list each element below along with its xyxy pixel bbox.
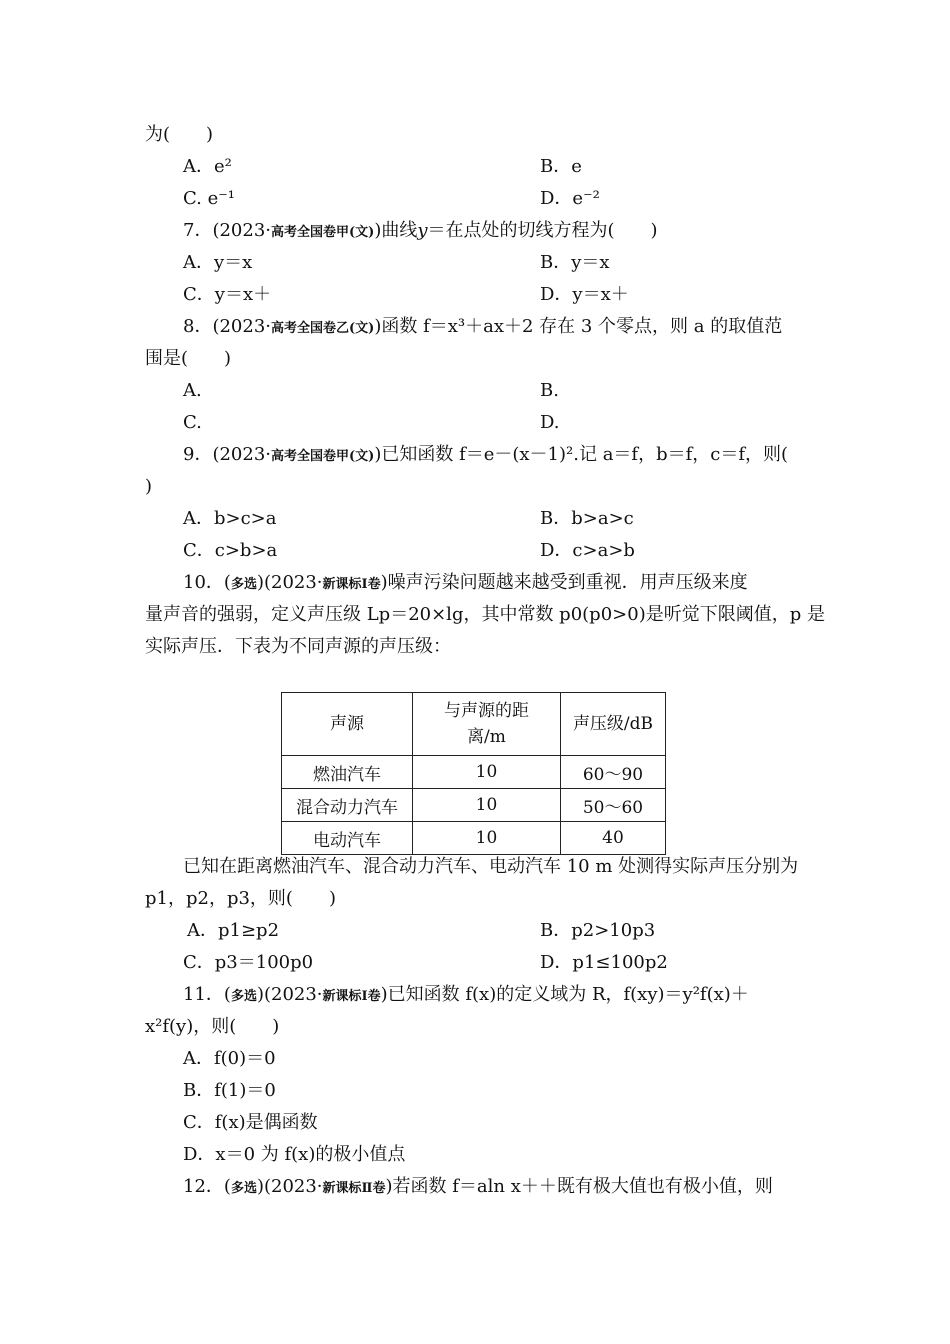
table-cell: 40 [561,822,666,855]
q7-source: 高考全国卷甲(文) [271,225,375,240]
q9-option-c: C．c>b>a [183,540,278,561]
q11-mid: )(2023· [256,984,323,1005]
sound-level-table [281,692,666,855]
q7-text-pre: )曲线 [374,220,418,241]
q11-line2: x²f(y)，则( ) [145,1016,280,1037]
q6-option-a: A．e² [183,156,232,177]
q8-option-b: B. [540,380,559,401]
table-header-cell: 声源 [282,693,413,756]
q9-option-d: D．c>a>b [540,540,635,561]
q10-option-d: D．p1≤100p2 [540,952,668,973]
table-cell: 电动汽车 [282,822,413,855]
table-cell: 燃油汽车 [282,756,413,789]
q11-option-c: C．f(x)是偶函数 [183,1112,318,1133]
q8-stem-cont: 围是( ) [145,348,232,369]
table-cell: 50～60 [561,789,666,822]
table-row [282,822,666,855]
q8-option-d: D. [540,412,560,433]
q10-line1: )噪声污染问题越来越受到重视．用声压级来度 [380,572,748,593]
q11-stem [183,983,749,1009]
q8-option-a: A. [183,380,202,401]
table-row [282,756,666,789]
q10-option-a: A．p1≥p2 [187,920,280,941]
q11-option-d: D．x＝0 为 f(x)的极小值点 [183,1144,406,1165]
table-cell: 10 [413,822,561,855]
q8-source: 高考全国卷乙(文) [271,321,375,336]
q6-option-d: D．e⁻² [540,188,600,209]
q12-line1: )若函数 f＝aln x＋＋既有极大值也有极小值，则 [385,1176,773,1197]
table-cell: 混合动力汽车 [282,789,413,822]
q11-number: 11．( [183,984,231,1005]
q9-stem [183,443,788,469]
q10-source: 新课标Ⅰ卷 [322,577,381,592]
q10-line2: 量声音的强弱，定义声压级 Lp＝20×lg，其中常数 p0(p0>0)是听觉下限阈值，p 是 [145,604,825,625]
q10-tag: 多选 [230,577,257,592]
q11-option-a: A．f(0)＝0 [183,1048,276,1069]
q8-number: 8．(2023· [183,316,272,337]
q10-option-b: B．p2>10p3 [540,920,656,941]
q10-option-c: C．p3＝100p0 [183,952,314,973]
q10-after1: 已知在距离燃油汽车、混合动力汽车、电动汽车 10 m 处测得实际声压分别为 [183,856,799,877]
q12-mid: )(2023· [256,1176,323,1197]
q7-text-post: ＝在点处的切线方程为( ) [427,220,658,241]
table-header-cell: 与声源的距离/m [413,693,561,756]
q9-stem-cont: ) [145,476,153,497]
table-header-row [282,693,666,756]
q6-option-b: B．e [540,156,582,177]
q12-tag: 多选 [230,1181,257,1196]
q9-text: )已知函数 f＝e－(x－1)².记 a＝f，b＝f，c＝f，则( [374,444,789,465]
q11-option-b: B．f(1)＝0 [183,1080,276,1101]
q7-option-c: C．y＝x＋ [183,284,272,305]
q9-option-a: A．b>c>a [183,508,277,529]
q10-mid: )(2023· [256,572,323,593]
q7-option-a: A．y＝x [183,252,253,273]
q12-number: 12．( [183,1176,231,1197]
q9-option-b: B．b>a>c [540,508,634,529]
q9-source: 高考全国卷甲(文) [271,449,375,464]
table-cell: 60～90 [561,756,666,789]
table-cell: 10 [413,756,561,789]
q11-line1: )已知函数 f(x)的定义域为 R，f(xy)＝y²f(x)＋ [380,984,749,1005]
q6-option-c: C. e⁻¹ [183,188,235,209]
q8-text: )函数 f＝x³＋ax＋2 存在 3 个零点，则 a 的取值范 [374,316,783,337]
q7-var: y [417,220,428,241]
q7-stem [183,219,658,245]
q10-after2: p1，p2，p3，则( ) [145,888,336,909]
q8-option-c: C. [183,412,202,433]
q10-number: 10．( [183,572,231,593]
q6-stem-cont: 为( ) [145,124,214,145]
q10-line3: 实际声压．下表为不同声源的声压级： [145,636,451,657]
q10-stem [183,571,748,597]
q11-source: 新课标Ⅰ卷 [322,989,381,1004]
q7-option-b: B．y＝x [540,252,610,273]
q8-stem [183,315,782,341]
q12-stem [183,1175,773,1201]
q12-source: 新课标Ⅱ卷 [322,1181,386,1196]
q7-number: 7．(2023· [183,220,272,241]
table-row [282,789,666,822]
q11-tag: 多选 [230,989,257,1004]
q9-number: 9．(2023· [183,444,272,465]
table-cell: 10 [413,789,561,822]
q7-option-d: D．y＝x＋ [540,284,629,305]
table-header-cell: 声压级/dB [561,693,666,756]
